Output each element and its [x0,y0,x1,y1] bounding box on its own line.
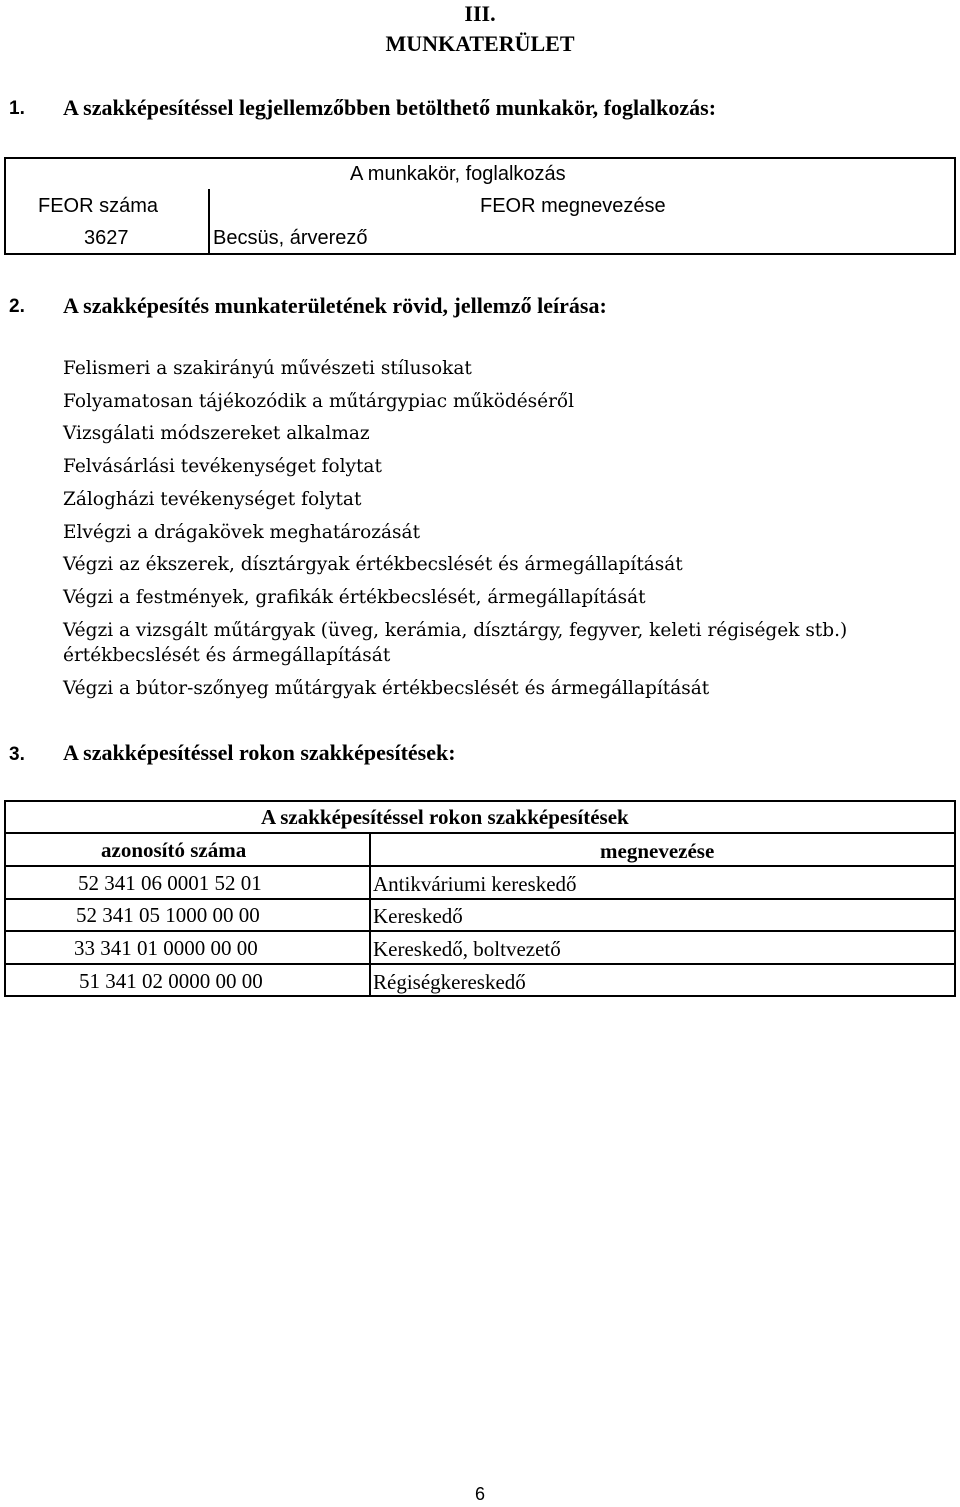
related-col-name-header: megnevezése [600,839,715,863]
feor-row-code: 3627 [84,227,129,249]
part-number: III. [464,1,496,26]
table-rule [6,865,954,867]
section-1-number: 1. [9,98,25,119]
feor-table [4,157,956,255]
table-rule [6,832,954,834]
list-item-continuation: értékbecslését és ármegállapítását [63,645,391,666]
section-2-number: 2. [9,296,25,317]
table-row-id: 52 341 06 0001 52 01 [78,871,262,895]
page-number: 6 [474,1484,485,1504]
list-item: Zálogházi tevékenységet folytat [63,488,362,510]
section-3-title: A szakképesítéssel rokon szakképesítések: [63,740,456,765]
page-title: MUNKATERÜLET [385,31,575,56]
section-1-title: A szakképesítéssel legjellemzőbben betölthető munkakör, foglalkozás: [63,95,717,120]
feor-row-name: Becsüs, árverező [213,227,368,249]
list-item: Végzi az ékszerek, dísztárgyak értékbecslését és ármegállapítását [63,554,683,576]
feor-col-code-header: FEOR száma [38,195,159,217]
table-row-id: 52 341 05 1000 00 00 [76,903,260,927]
list-item: Végzi a vizsgált műtárgyak (üveg, kerámia, dísztárgy, fegyver, keleti régiségek stb.) [63,619,848,641]
list-item: Végzi a bútor-szőnyeg műtárgyak értékbecslését és ármegállapítását [63,678,710,699]
section-2-title: A szakképesítés munkaterületének rövid, jellemző leírása: [63,293,607,318]
table-rule [6,963,954,965]
table-row-name: Kereskedő [373,904,463,928]
table-column-divider [369,832,371,995]
section-3-number: 3. [9,744,25,765]
list-item: Elvégzi a drágakövek meghatározását [63,521,421,543]
list-item: Vizsgálati módszereket alkalmaz [63,423,370,445]
related-qualifications-table [4,800,956,997]
table-rule [6,898,954,900]
table-row-id: 33 341 01 0000 00 00 [74,936,258,960]
table-row-id: 51 341 02 0000 00 00 [79,969,263,993]
feor-table-divider [208,189,210,255]
feor-col-name-header: FEOR megnevezése [480,195,666,217]
list-item: Folyamatosan tájékozódik a műtárgypiac működéséről [63,390,574,412]
related-col-id-header: azonosító száma [101,838,247,862]
list-item: Felismeri a szakirányú művészeti stílusokat [63,358,472,379]
feor-table-group-header: A munkakör, foglalkozás [350,163,566,185]
table-row-name: Antikváriumi kereskedő [373,872,577,896]
list-item: Felvásárlási tevékenységet folytat [63,456,382,478]
table-rule [6,930,954,932]
table-row-name: Kereskedő, boltvezető [373,937,561,961]
related-table-group-header: A szakképesítéssel rokon szakképesítések [261,805,629,829]
task-list [63,353,943,647]
list-item: Végzi a festmények, grafikák értékbecslését, ármegállapítását [63,586,646,608]
table-row-name: Régiségkereskedő [373,970,526,994]
